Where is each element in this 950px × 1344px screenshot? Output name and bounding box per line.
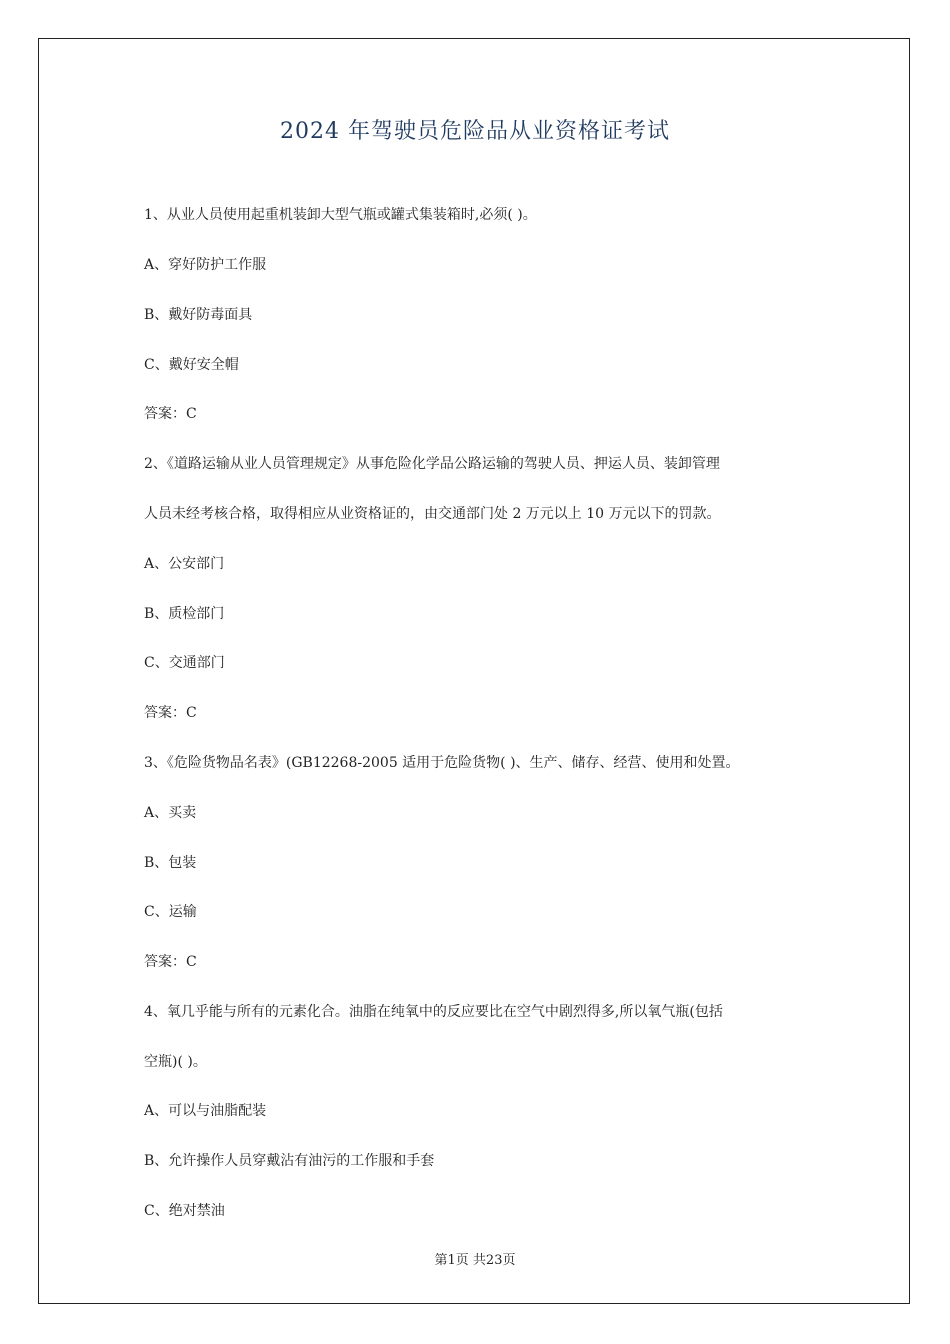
question-2-option-c: C、交通部门: [144, 655, 225, 671]
question-2-option-a: A、公安部门: [144, 556, 225, 572]
question-3-text: 3、《危险货物品名表》(GB12268-2005 适用于危险货物( )、生产、储存、经营、使用和处置。: [144, 755, 740, 771]
question-1-answer: 答案：C: [144, 406, 197, 422]
question-1-option-c: C、戴好安全帽: [144, 357, 239, 373]
question-3-option-b: B、包装: [144, 855, 197, 871]
question-1-option-b: B、戴好防毒面具: [144, 307, 253, 323]
question-2-text-line-1: 2、《道路运输从业人员管理规定》从事危险化学品公路运输的驾驶人员、押运人员、装卸管理: [144, 456, 720, 472]
document-title: 2024 年驾驶员危险品从业资格证考试: [280, 119, 670, 144]
question-2-option-b: B、质检部门: [144, 606, 225, 622]
question-4-text-line-2: 空瓶)( )。: [144, 1054, 207, 1070]
question-4-option-b: B、允许操作人员穿戴沾有油污的工作服和手套: [144, 1153, 435, 1169]
question-3-option-a: A、买卖: [144, 805, 197, 821]
question-3-answer: 答案：C: [144, 954, 197, 970]
question-4-text-line-1: 4、氧几乎能与所有的元素化合。油脂在纯氧中的反应要比在空气中剧烈得多,所以氧气瓶(包括: [144, 1004, 723, 1020]
question-1-text: 1、从业人员使用起重机装卸大型气瓶或罐式集装箱时,必须( )。: [144, 207, 537, 223]
page-number-footer: 第1页 共23页: [434, 1253, 516, 1268]
question-4-option-c: C、绝对禁油: [144, 1203, 225, 1219]
question-2-answer: 答案：C: [144, 705, 197, 721]
question-1-option-a: A、穿好防护工作服: [144, 257, 267, 273]
question-3-option-c: C、运输: [144, 904, 197, 920]
question-2-text-line-2: 人员未经考核合格，取得相应从业资格证的，由交通部门处 2 万元以上 10 万元以下的罚款。: [144, 506, 721, 522]
question-4-option-a: A、可以与油脂配装: [144, 1103, 267, 1119]
